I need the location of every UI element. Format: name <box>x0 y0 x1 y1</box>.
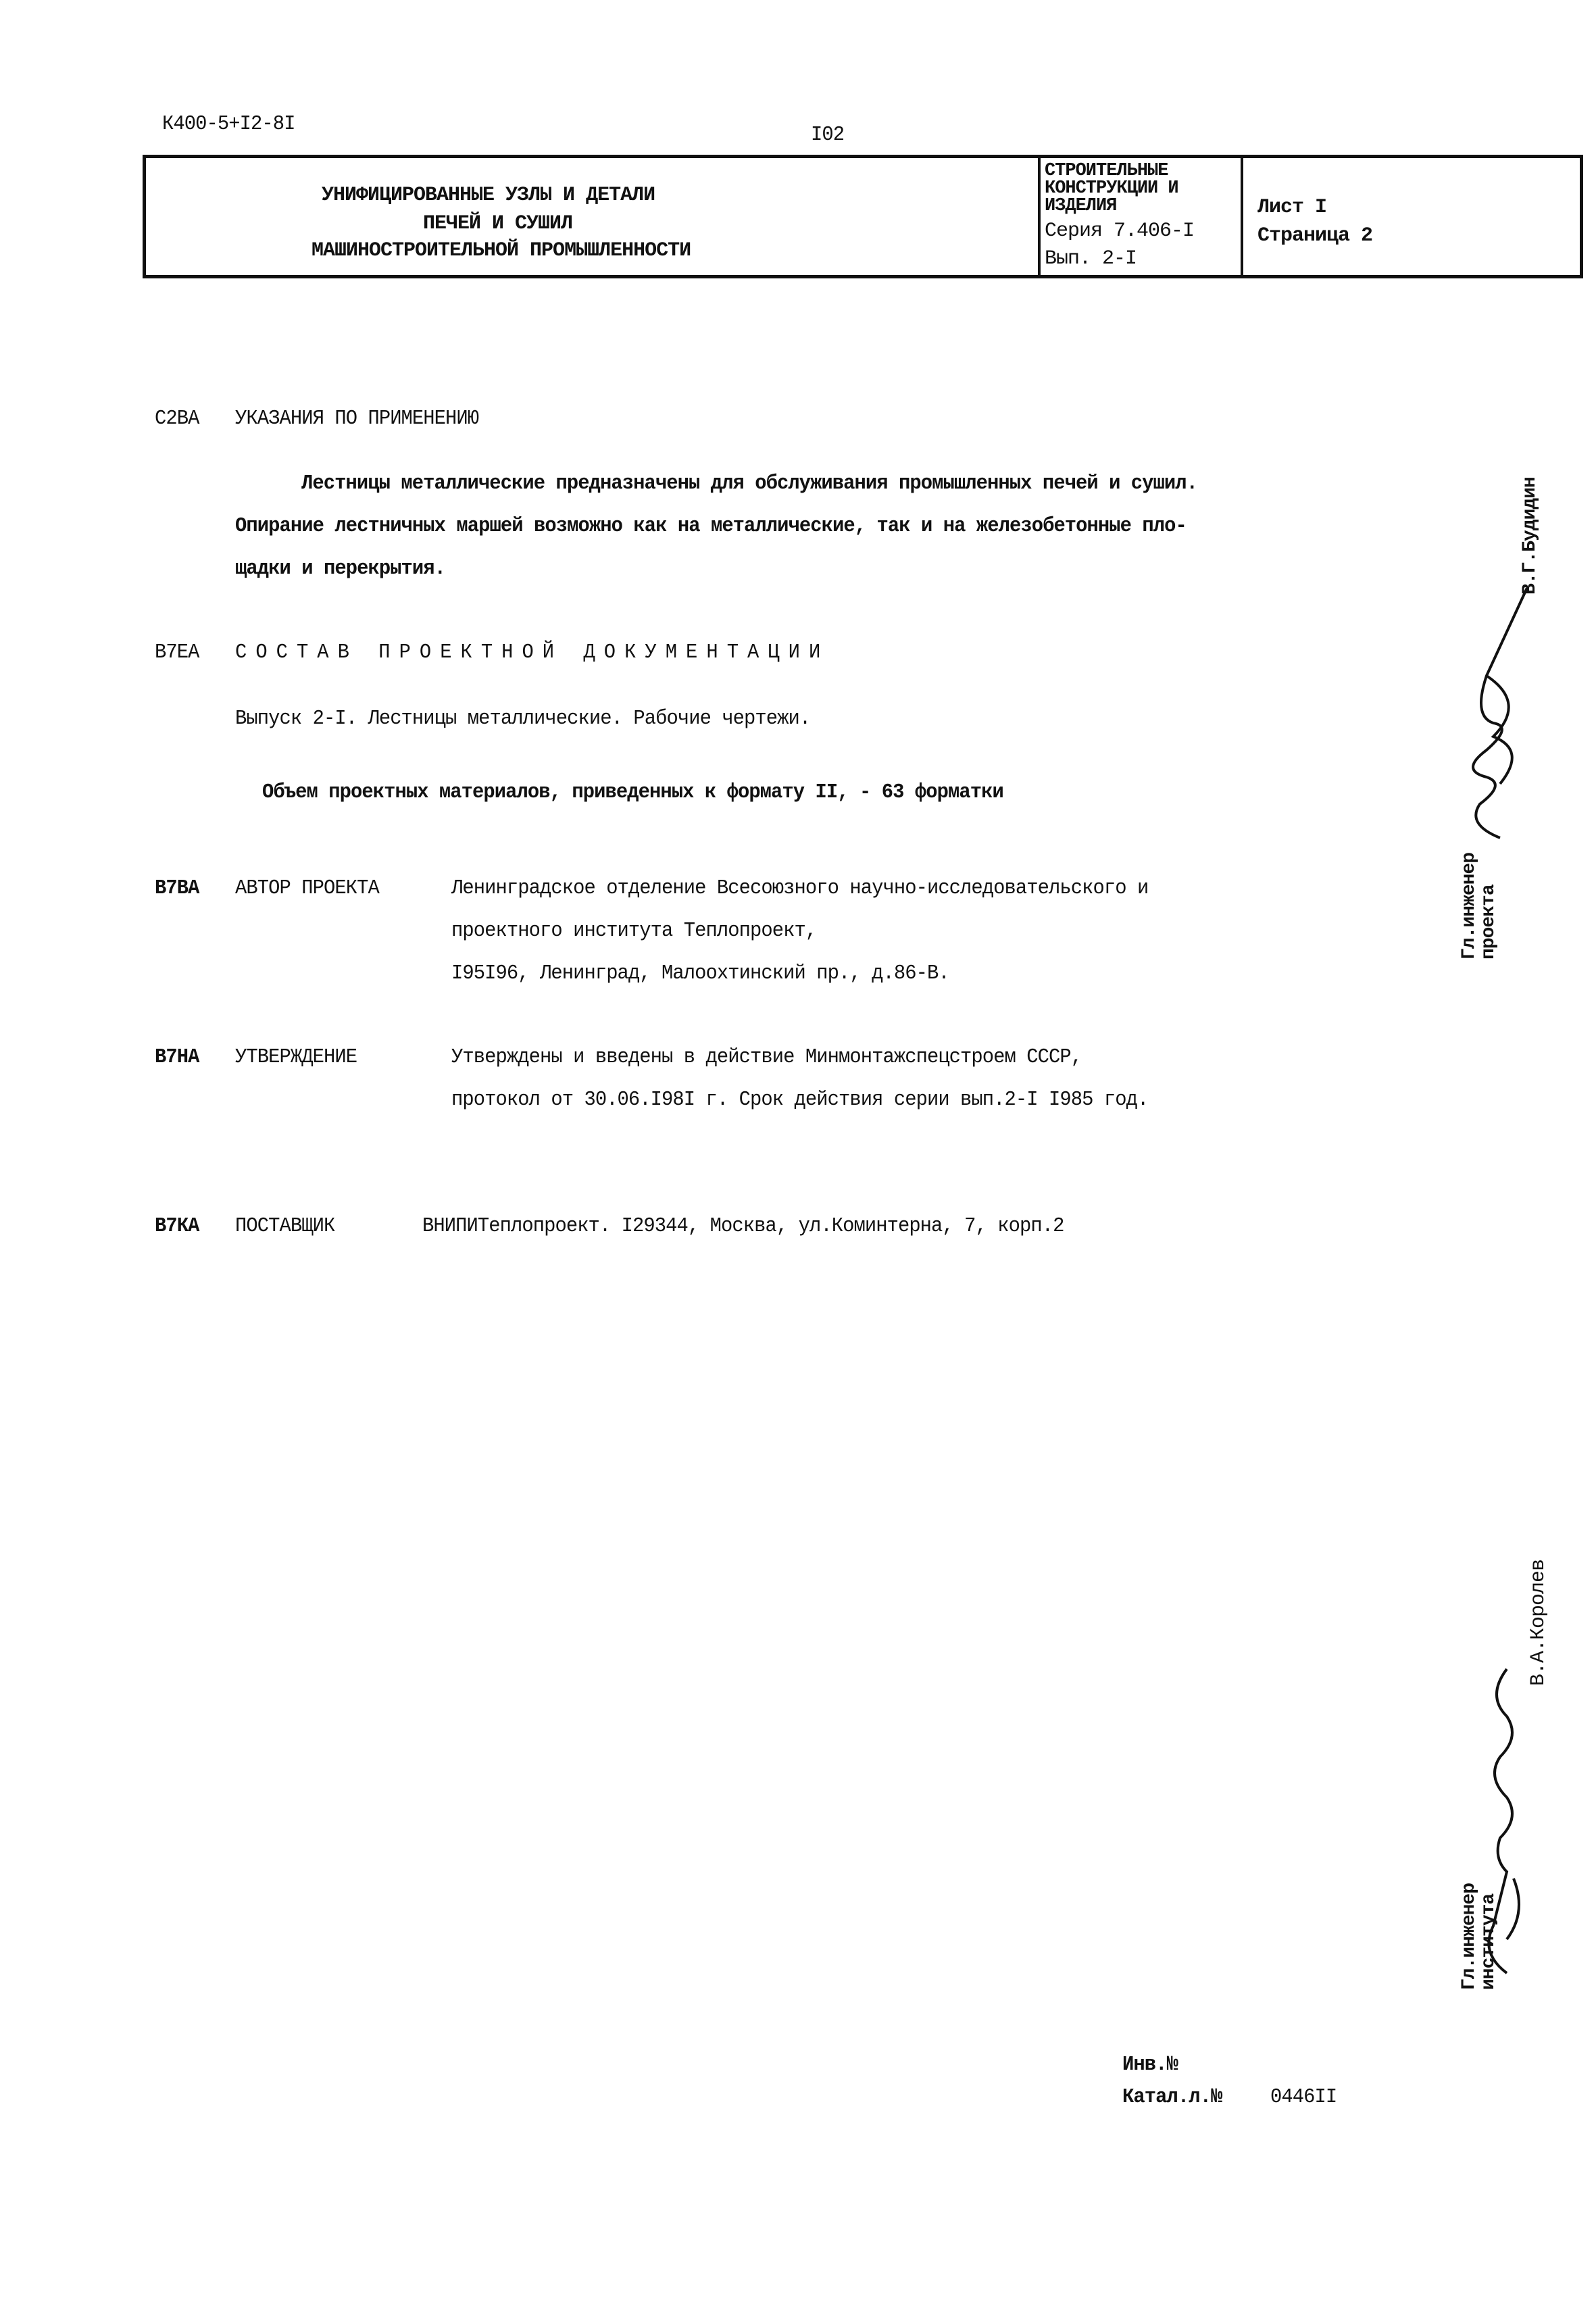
sheet: Лист I <box>1257 196 1327 219</box>
section-label: УТВЕРЖДЕНИЕ <box>235 1045 357 1069</box>
document-code: К400-5+I2-8I <box>162 112 295 136</box>
role-line: Гл.инженер <box>1459 1883 1480 1990</box>
institute-signature-image <box>1466 1656 1541 1980</box>
section-code: В7ВА <box>155 876 199 900</box>
project-engineer-name: В.Г.Будидин <box>1520 477 1541 595</box>
section-label: АВТОР ПРОЕКТА <box>235 876 379 900</box>
role-line: проекта <box>1478 885 1500 960</box>
author-line: I95I96, Ленинград, Малоохтинский пр., д.86-В. <box>451 962 949 985</box>
author-line: Ленинградское отделение Всесоюзного научно-исследовательского и <box>451 876 1149 900</box>
institute-engineer-name: В.А.Королев <box>1527 1559 1550 1686</box>
author-line: проектного института Теплопроект, <box>451 919 817 943</box>
catalog-number: 0446II <box>1270 2085 1337 2109</box>
paragraph-line: Опирание лестничных маршей возможно как на металлические, так и на железобетонные пло- <box>235 514 1187 538</box>
issue: Вып. 2-I <box>1045 247 1137 270</box>
divider <box>1241 158 1243 275</box>
category-line: ИЗДЕЛИЯ <box>1045 196 1117 216</box>
inventory-label: Инв.№ <box>1122 2053 1178 2076</box>
role-line: института <box>1478 1893 1500 1990</box>
title-line: ПЕЧЕЙ И СУШИЛ <box>423 212 573 235</box>
section-label: ПОСТАВЩИК <box>235 1214 335 1238</box>
approval-line: Утверждены и введены в действие Минмонтажспецстроем СССР, <box>451 1045 1082 1069</box>
section-code: В7ЕА <box>155 641 199 664</box>
project-engineer-role <box>1460 853 1499 960</box>
role-line: Гл.инженер <box>1459 852 1480 960</box>
title-line: МАШИНОСТРОИТЕЛЬНОЙ ПРОМЫШЛЕННОСТИ <box>311 239 691 262</box>
paragraph-line: щадки и перекрытия. <box>235 557 446 580</box>
paragraph-line: Лестницы металлические предназначены для обслуживания промышленных печей и сушил. <box>301 472 1198 495</box>
catalog-label: Катал.л.№ <box>1122 2085 1222 2109</box>
category-line: КОНСТРУКЦИИ И <box>1045 178 1178 199</box>
section-code: В7КА <box>155 1214 199 1238</box>
page-number: I02 <box>811 123 845 147</box>
series: Серия 7.406-I <box>1045 220 1195 243</box>
issue-description: Выпуск 2-I. Лестницы металлические. Рабочие чертежи. <box>235 707 811 730</box>
section-label: УКАЗАНИЯ ПО ПРИМЕНЕНИЮ <box>235 407 479 430</box>
title-line: УНИФИЦИРОВАННЫЕ УЗЛЫ И ДЕТАЛИ <box>322 184 655 207</box>
title-block <box>143 155 1583 278</box>
approval-line: протокол от 30.06.I98I г. Срок действия серии вып.2-I I985 год. <box>451 1088 1149 1112</box>
project-signature-image <box>1446 581 1561 851</box>
page: Страница 2 <box>1257 224 1373 247</box>
divider <box>1038 158 1041 275</box>
volume-description: Объем проектных материалов, приведенных к формату II, - 63 форматки <box>262 780 1003 804</box>
category-line: СТРОИТЕЛЬНЫЕ <box>1045 161 1168 181</box>
section-code: В7НА <box>155 1045 199 1069</box>
supplier-value: ВНИПИТеплопроект. I29344, Москва, ул.Коминтерна, 7, корп.2 <box>422 1214 1064 1238</box>
section-code: С2ВА <box>155 407 199 430</box>
section-label: СОСТАВ ПРОЕКТНОЙ ДОКУМЕНТАЦИИ <box>235 641 830 664</box>
